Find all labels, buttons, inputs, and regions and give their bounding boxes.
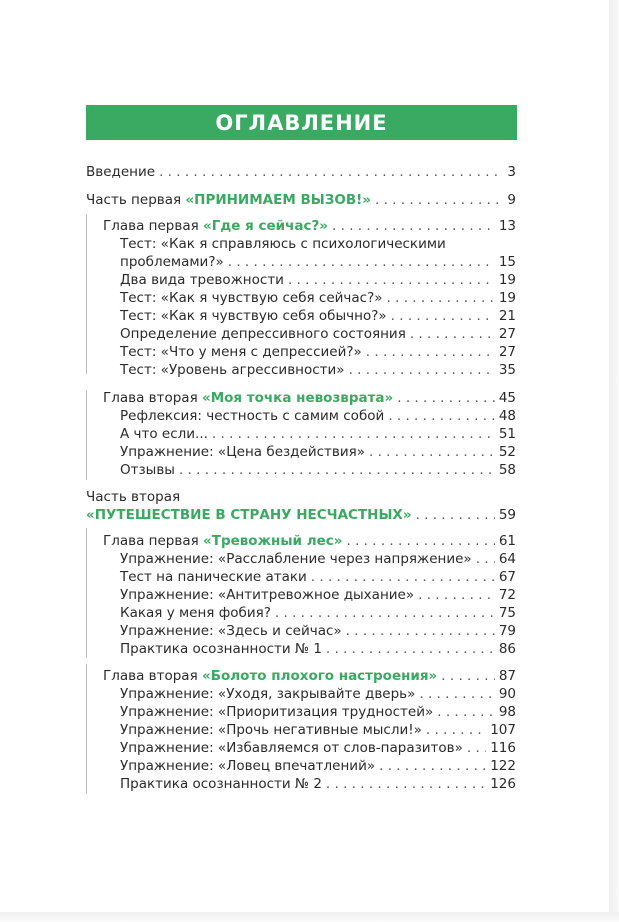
toc-entry[interactable]: Тест: «Что у меня с депрессией?» . . . 27 xyxy=(120,343,516,361)
page-number: 116 xyxy=(490,740,516,756)
page-number: 122 xyxy=(490,758,516,774)
toc-entry[interactable]: Практика осознанности № 1 . . . 86 xyxy=(120,640,516,658)
toc-entry[interactable]: Упражнение: «Ловец впечатлений» . . . 122 xyxy=(120,757,516,775)
page-number: 87 xyxy=(498,668,516,684)
page-edge xyxy=(609,0,619,922)
toc-entry[interactable]: Упражнение: «Избавляемся от слов-паразитов» . . . 116 xyxy=(120,739,516,757)
section-rule xyxy=(86,390,87,480)
page-number: 45 xyxy=(498,390,516,406)
leader-dots xyxy=(346,532,494,550)
leader-dots xyxy=(416,506,495,524)
toc-entry-chapter[interactable] xyxy=(103,389,516,407)
leader-dots xyxy=(441,667,495,685)
page-number: 79 xyxy=(498,623,516,639)
leader-dots xyxy=(366,343,495,361)
page-number: 58 xyxy=(498,462,516,478)
section-rule xyxy=(86,664,87,794)
page-number: 27 xyxy=(498,344,516,360)
section-rule xyxy=(86,528,87,658)
page-number: 61 xyxy=(498,533,516,549)
page-number: 3 xyxy=(507,164,516,180)
toc-entry-line[interactable]: Тест: «Как я справляюсь с психологическими xyxy=(120,236,446,252)
leader-dots xyxy=(437,703,495,721)
leader-dots xyxy=(379,757,486,775)
page-number: 75 xyxy=(498,605,516,621)
page-number: 19 xyxy=(498,272,516,288)
leader-dots xyxy=(346,622,495,640)
chapter-prefix: Глава первая xyxy=(103,218,199,234)
toc-entry[interactable]: Упражнение: «Здесь и сейчас» . . . 79 xyxy=(120,622,516,640)
page-number: 64 xyxy=(498,551,516,567)
toc-entry[interactable]: Введение . . . 3 xyxy=(86,163,516,181)
chapter-prefix: Глава первая xyxy=(103,533,199,549)
part-title: «ПУТЕШЕСТВИЕ В СТРАНУ НЕСЧАСТНЫХ» xyxy=(86,507,412,523)
part-prefix[interactable]: Часть вторая xyxy=(86,489,181,505)
page-number: 86 xyxy=(498,641,516,657)
page-number: 90 xyxy=(498,686,516,702)
toc-entry[interactable]: Тест: «Как я чувствую себя обычно?» . . . 21 xyxy=(120,307,516,325)
chapter-prefix: Глава вторая xyxy=(103,668,198,684)
page-number: 126 xyxy=(490,776,516,792)
page-number: 67 xyxy=(498,569,516,585)
leader-dots xyxy=(288,271,495,289)
leader-dots xyxy=(349,361,495,379)
toc-entry[interactable]: Какая у меня фобия? . . . 75 xyxy=(120,604,516,622)
page-number: 107 xyxy=(490,722,516,738)
toc-entry-part[interactable] xyxy=(86,506,516,524)
toc-title-bar xyxy=(86,105,517,140)
toc-title: ОГЛАВЛЕНИЕ xyxy=(215,110,388,135)
toc-entry-chapter[interactable] xyxy=(103,532,516,550)
page-edge-bottom xyxy=(0,912,619,922)
leader-dots xyxy=(326,640,495,658)
toc-entry[interactable]: Тест: «Как я чувствую себя сейчас?» . . . 19 xyxy=(120,289,516,307)
chapter-title: «Моя точка невозврата» xyxy=(202,390,394,406)
toc-entry-part[interactable] xyxy=(86,191,516,209)
toc-entry[interactable]: проблемами?» . . . 15 xyxy=(120,253,516,271)
section-rule xyxy=(86,214,87,374)
page-number: 72 xyxy=(498,587,516,603)
page-number: 27 xyxy=(498,326,516,342)
leader-dots xyxy=(212,425,495,443)
chapter-title: «Болото плохого настроения» xyxy=(202,668,438,684)
leader-dots xyxy=(369,443,495,461)
chapter-title: «Тревожный лес» xyxy=(203,533,343,549)
page-number: 15 xyxy=(498,254,516,270)
leader-dots xyxy=(275,604,495,622)
toc-entry[interactable]: Упражнение: «Прочь негативные мысли!» . . . 107 xyxy=(120,721,516,739)
leader-dots xyxy=(397,389,495,407)
leader-dots xyxy=(418,586,495,604)
chapter-prefix: Глава вторая xyxy=(103,390,198,406)
toc-entry[interactable]: Упражнение: «Приоритизация трудностей» . . . 98 xyxy=(120,703,516,721)
leader-dots xyxy=(326,775,486,793)
leader-dots xyxy=(467,739,486,757)
page-number: 19 xyxy=(498,290,516,306)
page-number: 21 xyxy=(498,308,516,324)
page-number: 9 xyxy=(507,192,516,208)
toc-entry[interactable]: А что если... . . . 51 xyxy=(120,425,516,443)
part-title: «ПРИНИМАЕМ ВЫЗОВ!» xyxy=(185,192,371,208)
toc-entry[interactable]: Отзывы . . . 58 xyxy=(120,461,516,479)
toc-entry[interactable]: Упражнение: «Антитревожное дыхание» . . . 72 xyxy=(120,586,516,604)
page-number: 51 xyxy=(498,426,516,442)
leader-dots xyxy=(159,163,503,181)
page-number: 52 xyxy=(498,444,516,460)
leader-dots xyxy=(375,191,503,209)
leader-dots xyxy=(391,307,495,325)
page-number: 13 xyxy=(498,218,516,234)
toc-entry[interactable]: Рефлексия: честность с самим собой . . . 48 xyxy=(120,407,516,425)
page-number: 48 xyxy=(498,408,516,424)
toc-entry[interactable]: Упражнение: «Расслабление через напряжение» . . . 64 xyxy=(120,550,516,568)
toc-entry[interactable]: Упражнение: «Уходя, закрывайте дверь» . . . 90 xyxy=(120,685,516,703)
toc-entry[interactable]: Два вида тревожности . . . 19 xyxy=(120,271,516,289)
leader-dots xyxy=(311,568,495,586)
page-number: 98 xyxy=(498,704,516,720)
leader-dots xyxy=(332,217,495,235)
part-prefix: Часть первая xyxy=(86,192,182,208)
leader-dots xyxy=(228,253,495,271)
page-number: 35 xyxy=(498,362,516,378)
leader-dots xyxy=(476,550,495,568)
leader-dots xyxy=(388,407,495,425)
leader-dots xyxy=(387,289,495,307)
leader-dots xyxy=(179,461,495,479)
leader-dots xyxy=(410,325,495,343)
chapter-title: «Где я сейчас?» xyxy=(203,218,329,234)
toc-entry-chapter[interactable] xyxy=(103,667,516,685)
toc-entry[interactable]: Определение депрессивного состояния . . . 27 xyxy=(120,325,516,343)
page-number: 59 xyxy=(498,507,516,523)
toc-entry[interactable]: Практика осознанности № 2 . . . 126 xyxy=(120,775,516,793)
leader-dots xyxy=(419,685,494,703)
toc-entry[interactable]: Тест: «Уровень агрессивности» . . . 35 xyxy=(120,361,516,379)
toc-entry-chapter[interactable] xyxy=(103,217,516,235)
leader-dots xyxy=(426,721,486,739)
toc-entry[interactable]: Тест на панические атаки . . . 67 xyxy=(120,568,516,586)
toc-entry[interactable]: Упражнение: «Цена бездействия» . . . 52 xyxy=(120,443,516,461)
